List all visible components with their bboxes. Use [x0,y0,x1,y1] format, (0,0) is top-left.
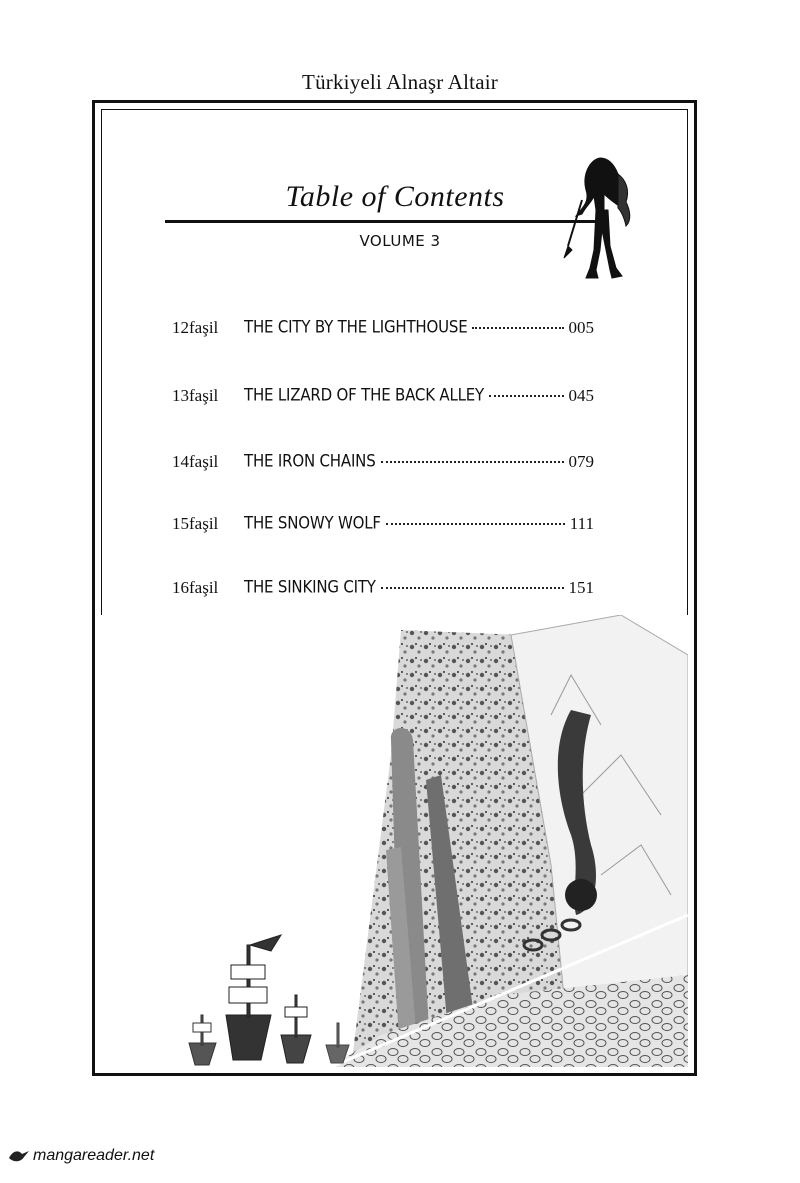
watermark[interactable] [8,1147,154,1165]
toc-chapter-title: THE SNOWY WOLF [244,512,381,533]
toc-entry-13[interactable] [172,386,594,416]
cliff-ships-illustration [101,615,688,1067]
toc-chapter-title: THE CITY BY THE LIGHTHOUSE [244,316,468,337]
toc-page-number: 111 [569,514,594,533]
toc-chapter-title: THE LIZARD OF THE BACK ALLEY [244,384,485,405]
toc-leader-dots [381,461,564,463]
toc-leader-dots [472,327,563,329]
toc-entry-14[interactable] [172,452,594,482]
series-title: Türkiyeli Alnaşr Altair [302,70,498,94]
toc-chapter-title: THE SINKING CITY [244,576,376,597]
toc-page-number: 151 [568,578,594,597]
watermark-text: mangareader.net [33,1147,155,1164]
toc-leader-dots [386,523,565,525]
character-illustration [560,150,640,285]
toc-page-number: 005 [568,318,594,337]
toc-entry-15[interactable] [172,514,594,544]
volume-label: VOLUME 3 [359,232,441,250]
toc-leader-dots [381,587,564,589]
toc-chapter-number: 16faşil [172,578,219,597]
toc-chapter-number: 14faşil [172,452,219,471]
toc-entry-16[interactable] [172,578,594,608]
bird-logo-icon [8,1148,30,1164]
toc-chapter-number: 15faşil [172,514,219,533]
toc-leader-dots [489,395,563,397]
toc-heading: Table of Contents [285,180,505,213]
toc-page-number: 045 [568,386,594,405]
toc-chapter-title: THE IRON CHAINS [244,450,376,471]
toc-chapter-number: 12faşil [172,318,219,337]
toc-page-number: 079 [568,452,594,471]
heading-rule [165,220,595,223]
toc-entry-12[interactable] [172,318,594,348]
toc-chapter-number: 13faşil [172,386,219,405]
